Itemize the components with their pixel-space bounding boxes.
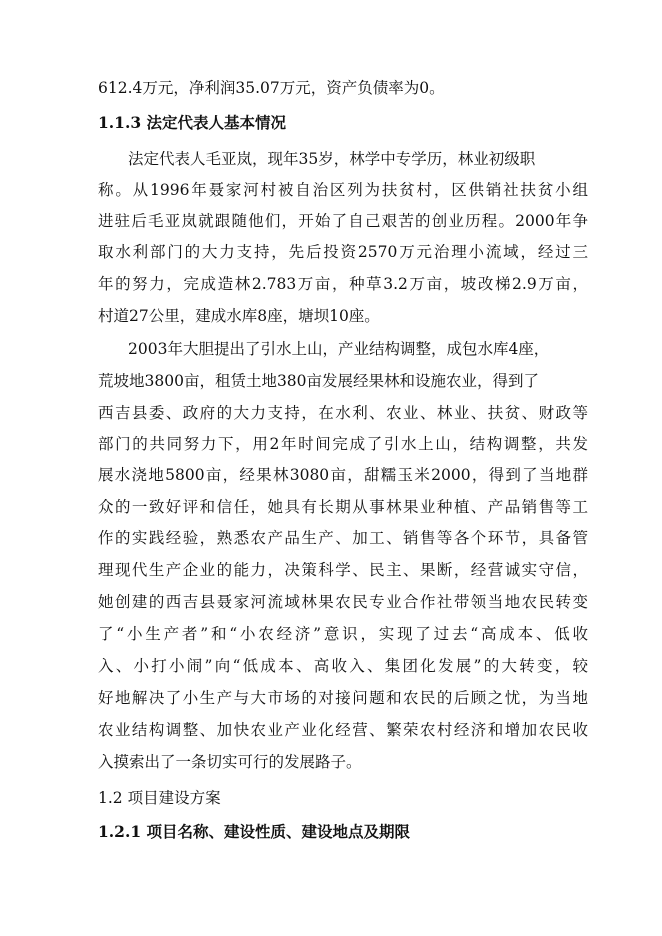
- text-line: 众的一致好评和信任，她具有长期从事林果业种植、产品销售等工: [98, 498, 588, 516]
- text-line: 展水浇地5800亩，经果林3080亩，甜糯玉米2000，得到了当地群: [98, 466, 588, 484]
- text-line: 荒坡地3800亩，租赁土地380亩发展经果林和设施农业，得到了: [98, 372, 540, 390]
- text-line: 部门的共同努力下，用2年时间完成了引水上山，结构调整，共发: [98, 435, 588, 453]
- text-line: 年的努力，完成造林2.783万亩，种草3.2万亩，坡改梯2.9万亩，: [98, 275, 588, 293]
- text-line: 612.4万元，净利润35.07万元，资产负债率为0。: [98, 79, 445, 97]
- text-line: 入、小打小闹”向“低成本、高收入、集团化发展”的大转变，较: [98, 657, 588, 675]
- text-line: 法定代表人毛亚岚，现年35岁，林学中专学历，林业初级职: [128, 150, 536, 168]
- text-line: 农业结构调整、加快农业产业化经营、繁荣农村经济和增加农民收: [98, 721, 588, 739]
- text-line: 取水利部门的大力支持，先后投资2570万元治理小流域，经过三: [98, 243, 588, 261]
- text-line: 入摸索出了一条切实可行的发展路子。: [98, 753, 362, 771]
- text-line: 2003年大胆提出了引水上山，产业结构调整，成包水库4座，: [128, 340, 550, 358]
- text-line: 西吉县委、政府的大力支持，在水利、农业、林业、扶贫、财政等: [98, 404, 588, 422]
- text-line: 作的实践经验，熟悉农产品生产、加工、销售等各个环节，具备管: [98, 529, 588, 547]
- text-line: 进驻后毛亚岚就跟随他们，开始了自己艰苦的创业历程。2000年争: [98, 212, 588, 230]
- text-line: 了“小生产者”和“小农经济”意识，实现了过去“高成本、低收: [98, 625, 588, 643]
- section-heading-1-1-3: 1.1.3 法定代表人基本情况: [98, 113, 287, 132]
- text-line: 称。从1996年聂家河村被自治区列为扶贫村，区供销社扶贫小组: [98, 181, 588, 199]
- text-line: 理现代生产企业的能力，决策科学、民主、果断，经营诚实守信，: [98, 561, 588, 579]
- text-line: 好地解决了小生产与大市场的对接问题和农民的后顾之忧，为当地: [98, 689, 588, 707]
- section-heading-1-2: 1.2 项目建设方案: [98, 789, 221, 807]
- text-line: 她创建的西吉县聂家河流域林果农民专业合作社带领当地农民转变: [98, 593, 588, 611]
- text-line: 村道27公里，建成水库8座，塘坝10座。: [98, 307, 380, 325]
- section-heading-1-2-1: 1.2.1 项目名称、建设性质、建设地点及期限: [98, 822, 411, 841]
